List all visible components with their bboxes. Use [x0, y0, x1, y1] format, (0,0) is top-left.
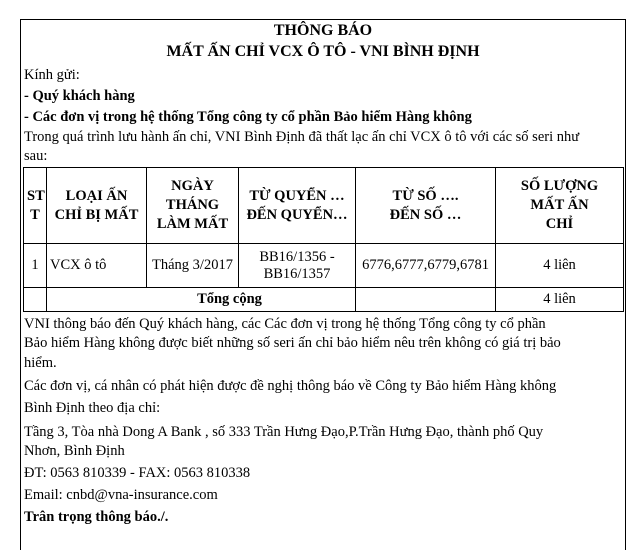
lost-documents-table	[23, 167, 624, 312]
notice-text-line4: Các đơn vị, cá nhân có phát hiện được đề nghị thông báo về Công ty Bảo hiểm Hàng không	[24, 378, 557, 394]
table-total-row	[24, 288, 624, 312]
recipient-customers: - Quý khách hàng	[24, 88, 135, 104]
address-line1: Tầng 3, Tòa nhà Dong A Bank , số 333 Trần Hưng Đạo,P.Trần Hưng Đạo, thành phố Quy	[24, 424, 544, 440]
header-book-range: TỪ QUYỂN … ĐẾN QUYỂN…	[239, 168, 356, 244]
address-line2: Nhơn, Bình Định	[24, 443, 125, 459]
cell-stt: 1	[24, 244, 47, 288]
cell-book-range: BB16/1356 - BB16/1357	[239, 244, 356, 288]
notice-subtitle: MẤT ẤN CHỈ VCX Ô TÔ - VNI BÌNH ĐỊNH	[166, 43, 480, 60]
intro-text-line2: sau:	[24, 148, 48, 164]
phone-fax: ĐT: 0563 810339 - FAX: 0563 810338	[24, 465, 251, 481]
cell-serial-numbers: 6776,6777,6779,6781	[356, 244, 496, 288]
table-row	[24, 244, 624, 288]
total-quantity: 4 liên	[496, 288, 624, 312]
cell-lost-date: Tháng 3/2017	[147, 244, 239, 288]
header-document-type: LOẠI ẤN CHỈ BỊ MẤT	[47, 168, 147, 244]
recipient-units: - Các đơn vị trong hệ thống Tổng công ty cổ phần Bảo hiểm Hàng không	[24, 109, 472, 125]
notice-text-line5: Bình Định theo địa chỉ:	[24, 400, 161, 416]
notice-text-line2: Bảo hiểm Hàng không được biết những số seri ấn chỉ bảo hiểm nêu trên không có giá trị bảo	[24, 335, 561, 351]
closing-line: Trân trọng thông báo./.	[24, 509, 169, 525]
notice-text-line1: VNI thông báo đến Quý khách hàng, các Các đơn vị trong hệ thống Tổng công ty cổ phần	[24, 316, 546, 332]
cell-document-type: VCX ô tô	[47, 244, 147, 288]
notice-text-line3: hiểm.	[24, 355, 57, 371]
table-header-row	[24, 168, 624, 244]
greeting: Kính gửi:	[24, 67, 80, 83]
email-address: Email: cnbd@vna-insurance.com	[24, 487, 218, 503]
header-stt: ST T	[24, 168, 47, 244]
cell-quantity: 4 liên	[496, 244, 624, 288]
notice-title: THÔNG BÁO	[273, 22, 373, 39]
total-label: Tổng cộng	[47, 288, 356, 312]
header-number-range: TỪ SỐ …. ĐẾN SỐ …	[356, 168, 496, 244]
intro-text-line1: Trong quá trình lưu hành ấn chỉ, VNI Bình Định đã thất lạc ấn chỉ VCX ô tô với các số seri như	[24, 129, 580, 145]
header-lost-date: NGÀY THÁNG LÀM MẤT	[147, 168, 239, 244]
header-quantity: SỐ LƯỢNG MẤT ẤN CHỈ	[496, 168, 624, 244]
